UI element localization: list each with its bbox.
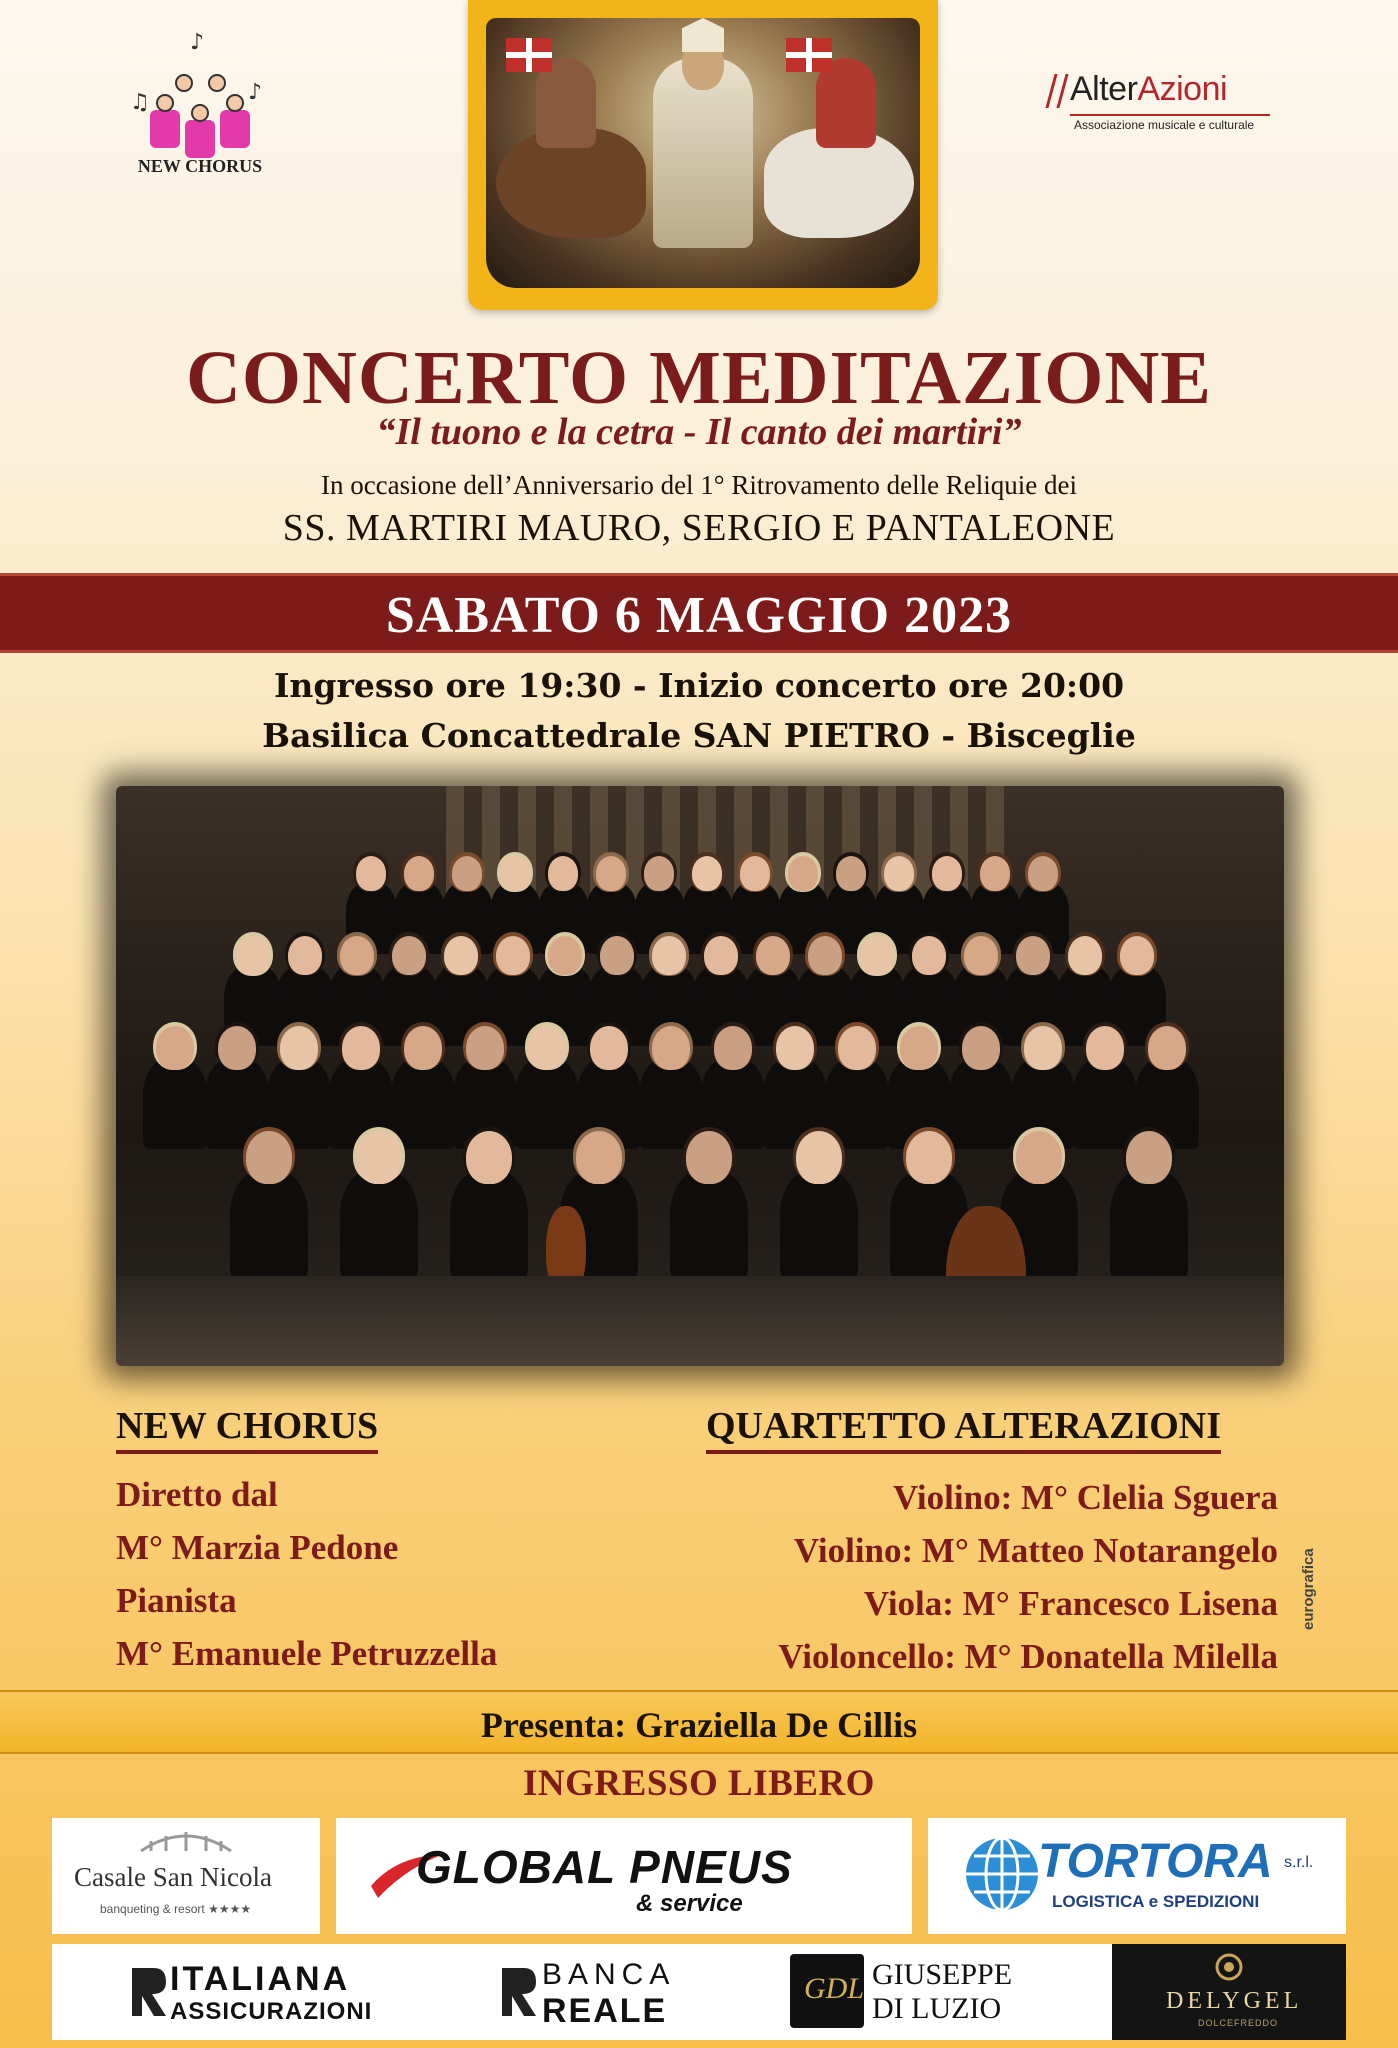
tortora-name: TORTORA bbox=[1038, 1835, 1273, 1888]
choir-member-body bbox=[143, 1058, 208, 1149]
choir-member-face bbox=[236, 936, 270, 975]
choir-member-face bbox=[356, 1131, 402, 1184]
choir-member-body bbox=[230, 1170, 308, 1280]
choir-member-face bbox=[884, 856, 914, 891]
sponsor-tortora bbox=[928, 1818, 1346, 1934]
event-occasion: In occasione dell’Anniversario del 1° Ritrovamento delle Reliquie dei bbox=[320, 470, 1078, 500]
banca-name: BANCA bbox=[542, 1958, 676, 1991]
event-times: Ingresso ore 19:30 - Inizio concerto ore 20:00 bbox=[273, 666, 1125, 705]
choir-member-face bbox=[932, 856, 962, 891]
globe-icon bbox=[962, 1834, 1042, 1914]
choir-member-body bbox=[670, 1170, 748, 1280]
choir-member-face bbox=[600, 936, 634, 975]
choir-member-face bbox=[342, 1026, 380, 1070]
alterazioni-underline bbox=[1070, 114, 1270, 116]
delygel-panel bbox=[1112, 1944, 1346, 2040]
choir-member-face bbox=[548, 936, 582, 975]
choir-member-face bbox=[500, 856, 530, 891]
new-chorus-line: Pianista bbox=[116, 1581, 237, 1620]
tortora-sub: LOGISTICA e SPEDIZIONI bbox=[1052, 1892, 1260, 1911]
choir-member-face bbox=[548, 856, 578, 891]
choir-member-face bbox=[1068, 936, 1102, 975]
new-chorus-logo bbox=[120, 30, 280, 180]
choir-member-face bbox=[1016, 1131, 1062, 1184]
choir-member-face bbox=[218, 1026, 256, 1070]
alterazioni-logo bbox=[1050, 70, 1290, 140]
giuseppe-di-luzio-emblem: GDL bbox=[790, 1954, 864, 2028]
choir-singer-figure bbox=[185, 120, 215, 158]
choir-member-face bbox=[288, 936, 322, 975]
mitre bbox=[682, 18, 724, 52]
choir-member-face bbox=[576, 1131, 622, 1184]
choir-member-face bbox=[906, 1131, 952, 1184]
choir-member-face bbox=[1126, 1131, 1172, 1184]
event-title: CONCERTO MEDITAZIONE bbox=[186, 336, 1212, 420]
saints-painting bbox=[486, 18, 920, 288]
choir-group-photo bbox=[116, 786, 1284, 1366]
choir-singer-figure bbox=[150, 110, 180, 148]
choir-member-face bbox=[392, 936, 426, 975]
choir-member-face bbox=[860, 936, 894, 975]
left-flag bbox=[506, 38, 552, 72]
presenter-band bbox=[0, 1690, 1398, 1754]
choir-member-face bbox=[1028, 856, 1058, 891]
choir-member-face bbox=[528, 1026, 566, 1070]
printer-credit: eurografica bbox=[1300, 1548, 1317, 1630]
sponsor-global-pneus bbox=[336, 1818, 912, 1934]
delygel-swirl-icon bbox=[1212, 1952, 1246, 1982]
right-flag bbox=[786, 38, 832, 72]
delygel-name: DELYGEL bbox=[1166, 1988, 1303, 2014]
choir-member-face bbox=[838, 1026, 876, 1070]
choir-member-face bbox=[964, 936, 998, 975]
music-note-icon: ♪ bbox=[190, 30, 205, 55]
choir-member-body bbox=[1110, 1170, 1188, 1280]
choir-member-face bbox=[740, 856, 770, 891]
tortora-srl: s.r.l. bbox=[1284, 1854, 1314, 1871]
choir-member-body bbox=[780, 1170, 858, 1280]
event-martyrs: SS. MARTIRI MAURO, SERGIO E PANTALEONE bbox=[282, 507, 1116, 549]
free-entry-text: INGRESSO LIBERO bbox=[523, 1763, 875, 1804]
choir-member-face bbox=[808, 936, 842, 975]
choir-singer-head bbox=[226, 94, 244, 112]
italiana-name: ITALIANA bbox=[170, 1960, 351, 1998]
choir-member-body bbox=[340, 1170, 418, 1280]
quartet-line: Violino: M° Matteo Notarangelo bbox=[793, 1531, 1278, 1570]
quartet-heading: QUARTETTO ALTERAZIONI bbox=[706, 1404, 1221, 1454]
choir-member-face bbox=[1086, 1026, 1124, 1070]
choir-member-face bbox=[686, 1131, 732, 1184]
choir-member-face bbox=[356, 856, 386, 891]
choir-member-body bbox=[450, 1170, 528, 1280]
date-band bbox=[0, 573, 1398, 653]
choir-member-face bbox=[404, 1026, 442, 1070]
alterazioni-title-part-b: Azioni bbox=[1137, 70, 1228, 108]
choir-member-face bbox=[714, 1026, 752, 1070]
choir-member-face bbox=[156, 1026, 194, 1070]
choir-member-body bbox=[391, 1058, 456, 1149]
choir-singer-head bbox=[156, 94, 174, 112]
chandelier-icon bbox=[136, 1826, 236, 1856]
event-subtitle: “Il tuono e la cetra - Il canto dei martiri” bbox=[376, 411, 1022, 453]
choir-member-face bbox=[280, 1026, 318, 1070]
banca-sub: REALE bbox=[542, 1992, 668, 2030]
choir-member-face bbox=[590, 1026, 628, 1070]
choir-member-face bbox=[246, 1131, 292, 1184]
alterazioni-subtitle: Associazione musicale e culturale bbox=[1074, 118, 1255, 132]
choir-member-face bbox=[644, 856, 674, 891]
casale-sub: banqueting & resort ★★★★ bbox=[100, 1902, 252, 1916]
painting-frame bbox=[468, 0, 938, 310]
delygel-sub: DOLCEFREDDO bbox=[1198, 2018, 1279, 2028]
choir-member-face bbox=[788, 856, 818, 891]
choir-member-face bbox=[466, 1026, 504, 1070]
choir-member-body bbox=[949, 1058, 1014, 1149]
choir-singer-head bbox=[208, 74, 226, 92]
presenter-text: Presenta: Graziella De Cillis bbox=[480, 1705, 918, 1745]
quartet-line: Violino: M° Clelia Sguera bbox=[892, 1478, 1278, 1517]
choir-member-face bbox=[466, 1131, 512, 1184]
choir-member-face bbox=[444, 936, 478, 975]
choir-singer-head bbox=[175, 74, 193, 92]
sponsor-casale-san-nicola bbox=[52, 1818, 320, 1934]
new-chorus-logo-text: NEW CHORUS bbox=[137, 156, 263, 176]
choir-member-face bbox=[1120, 936, 1154, 975]
choir-member-face bbox=[980, 856, 1010, 891]
banca-reale-r-icon bbox=[498, 1964, 538, 2020]
new-chorus-line: Diretto dal bbox=[116, 1475, 278, 1514]
choir-member-face bbox=[796, 1131, 842, 1184]
luzio-sub: DI LUZIO bbox=[872, 1992, 1002, 2025]
choir-member-face bbox=[452, 856, 482, 891]
floor bbox=[116, 1276, 1284, 1366]
choir-member-face bbox=[1016, 936, 1050, 975]
new-chorus-line: M° Emanuele Petruzzella bbox=[116, 1634, 498, 1673]
choir-member-face bbox=[1148, 1026, 1186, 1070]
event-venue: Basilica Concattedrale SAN PIETRO - Bisceglie bbox=[262, 716, 1136, 755]
sponsor-row-2 bbox=[52, 1944, 1346, 2040]
new-chorus-heading: NEW CHORUS bbox=[116, 1404, 378, 1454]
choir-member-face bbox=[692, 856, 722, 891]
choir-member-face bbox=[596, 856, 626, 891]
choir-member-face bbox=[776, 1026, 814, 1070]
choir-member-face bbox=[404, 856, 434, 891]
italiana-sub: ASSICURAZIONI bbox=[170, 1998, 373, 2025]
choir-member-body bbox=[515, 1058, 580, 1149]
choir-member-face bbox=[652, 936, 686, 975]
music-note-icon: ♫ bbox=[130, 90, 150, 115]
choir-member-face bbox=[340, 936, 374, 975]
global-sub: & service bbox=[636, 1890, 743, 1917]
choir-member-face bbox=[900, 1026, 938, 1070]
casale-name: Casale San Nicola bbox=[74, 1862, 272, 1892]
global-name: GLOBAL PNEUS bbox=[416, 1841, 793, 1893]
alterazioni-bars-icon bbox=[1045, 74, 1068, 108]
choir-member-face bbox=[496, 936, 530, 975]
alterazioni-logo-title bbox=[1070, 70, 1227, 109]
choir-member-face bbox=[962, 1026, 1000, 1070]
choir-singer-figure bbox=[220, 110, 250, 148]
alterazioni-title-part-a: Alter bbox=[1070, 70, 1138, 108]
new-chorus-line: M° Marzia Pedone bbox=[116, 1528, 399, 1567]
choir-member-face bbox=[836, 856, 866, 891]
quartet-line: Violoncello: M° Donatella Milella bbox=[778, 1637, 1278, 1676]
choir-member-face bbox=[704, 936, 738, 975]
luzio-name: GIUSEPPE bbox=[872, 1958, 1013, 1991]
quartet-line: Viola: M° Francesco Lisena bbox=[863, 1584, 1278, 1623]
italiana-r-icon bbox=[128, 1964, 168, 2020]
choir-singer-head bbox=[191, 104, 209, 122]
choir-member-face bbox=[1024, 1026, 1062, 1070]
choir-member-face bbox=[912, 936, 946, 975]
choir-member-face bbox=[652, 1026, 690, 1070]
music-note-icon: ♪ bbox=[248, 80, 263, 105]
choir-member-body bbox=[1073, 1058, 1138, 1149]
event-date: SABATO 6 MAGGIO 2023 bbox=[385, 587, 1013, 644]
choir-member-face bbox=[756, 936, 790, 975]
